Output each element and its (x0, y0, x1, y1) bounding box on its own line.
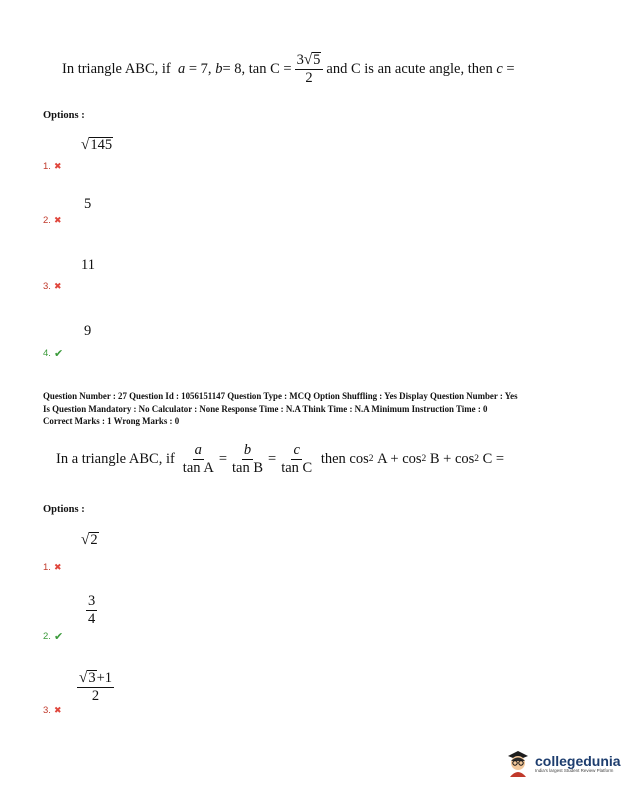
wrong-mark-icon: ✖ (53, 161, 62, 171)
question-1-text: In triangle ABC, if a = 7, b = 8, tan C = 3 √ 5 2 and C is an acute angle, then c = (62, 51, 515, 86)
meta-line-2: Is Question Mandatory : No Calculator : None Response Time : N.A Think Time : N.A Minimum Instruction Time : 0 (43, 403, 488, 414)
question-meta (43, 390, 583, 428)
wrong-mark-icon: ✖ (53, 562, 62, 572)
wrong-mark-icon: ✖ (53, 281, 62, 291)
wrong-mark-icon: ✖ (53, 705, 62, 715)
q1-option-3-number: 3. ✖ (43, 281, 62, 292)
q1-option-1-number: 1. ✖ (43, 161, 62, 172)
correct-check-icon: ✔ (53, 631, 64, 643)
wrong-mark-icon: ✖ (53, 215, 62, 225)
meta-line-1: Question Number : 27 Question Id : 1056151147 Question Type : MCQ Option Shuffling : Yes Display Question Number : Yes (43, 391, 518, 401)
q2-option-1-value[interactable]: √ 2 (81, 531, 98, 548)
correct-check-icon: ✔ (53, 348, 64, 360)
question-2-text: In a triangle ABC, if $\frac{a}{\text{tan A}}$ = $\frac{b}{\text{tan B}}$ = $\frac{c}{\text{tan C}}$ then cos 2 A + cos 2 B + cos 2 C = (56, 442, 505, 476)
q1-option-4-value[interactable]: 9 (84, 323, 92, 339)
q1-option-2-value[interactable]: 5 (84, 196, 92, 212)
q2-option-3-number: 3. ✖ (43, 705, 62, 716)
collegedunia-logo (505, 748, 621, 778)
tan-c-fraction: 3 √ 5 2 (295, 52, 324, 86)
q2-option-1-number: 1. ✖ (43, 562, 62, 573)
q2-option-2-number: 2. ✔ (43, 631, 64, 643)
q1-option-2-number: 2. ✖ (43, 215, 62, 226)
q1-option-3-value[interactable]: 11 (81, 257, 95, 273)
options-heading-1: Options : (43, 110, 85, 121)
q2-option-3-value[interactable]: √ 3 +1 2 (79, 669, 113, 704)
q1-option-4-number: 4. ✔ (43, 348, 64, 360)
q1-option-1-value[interactable]: √ 145 (81, 136, 113, 153)
meta-line-3: Correct Marks : 1 Wrong Marks : 0 (43, 416, 180, 427)
brand-name: collegedunia (535, 752, 621, 769)
options-heading-2: Options : (43, 504, 85, 515)
q2-option-2-value[interactable]: $\frac{3}{4}$ (88, 593, 96, 627)
brand-tagline: India's largest Student Review Platform (535, 767, 614, 773)
student-avatar-icon (505, 748, 531, 778)
